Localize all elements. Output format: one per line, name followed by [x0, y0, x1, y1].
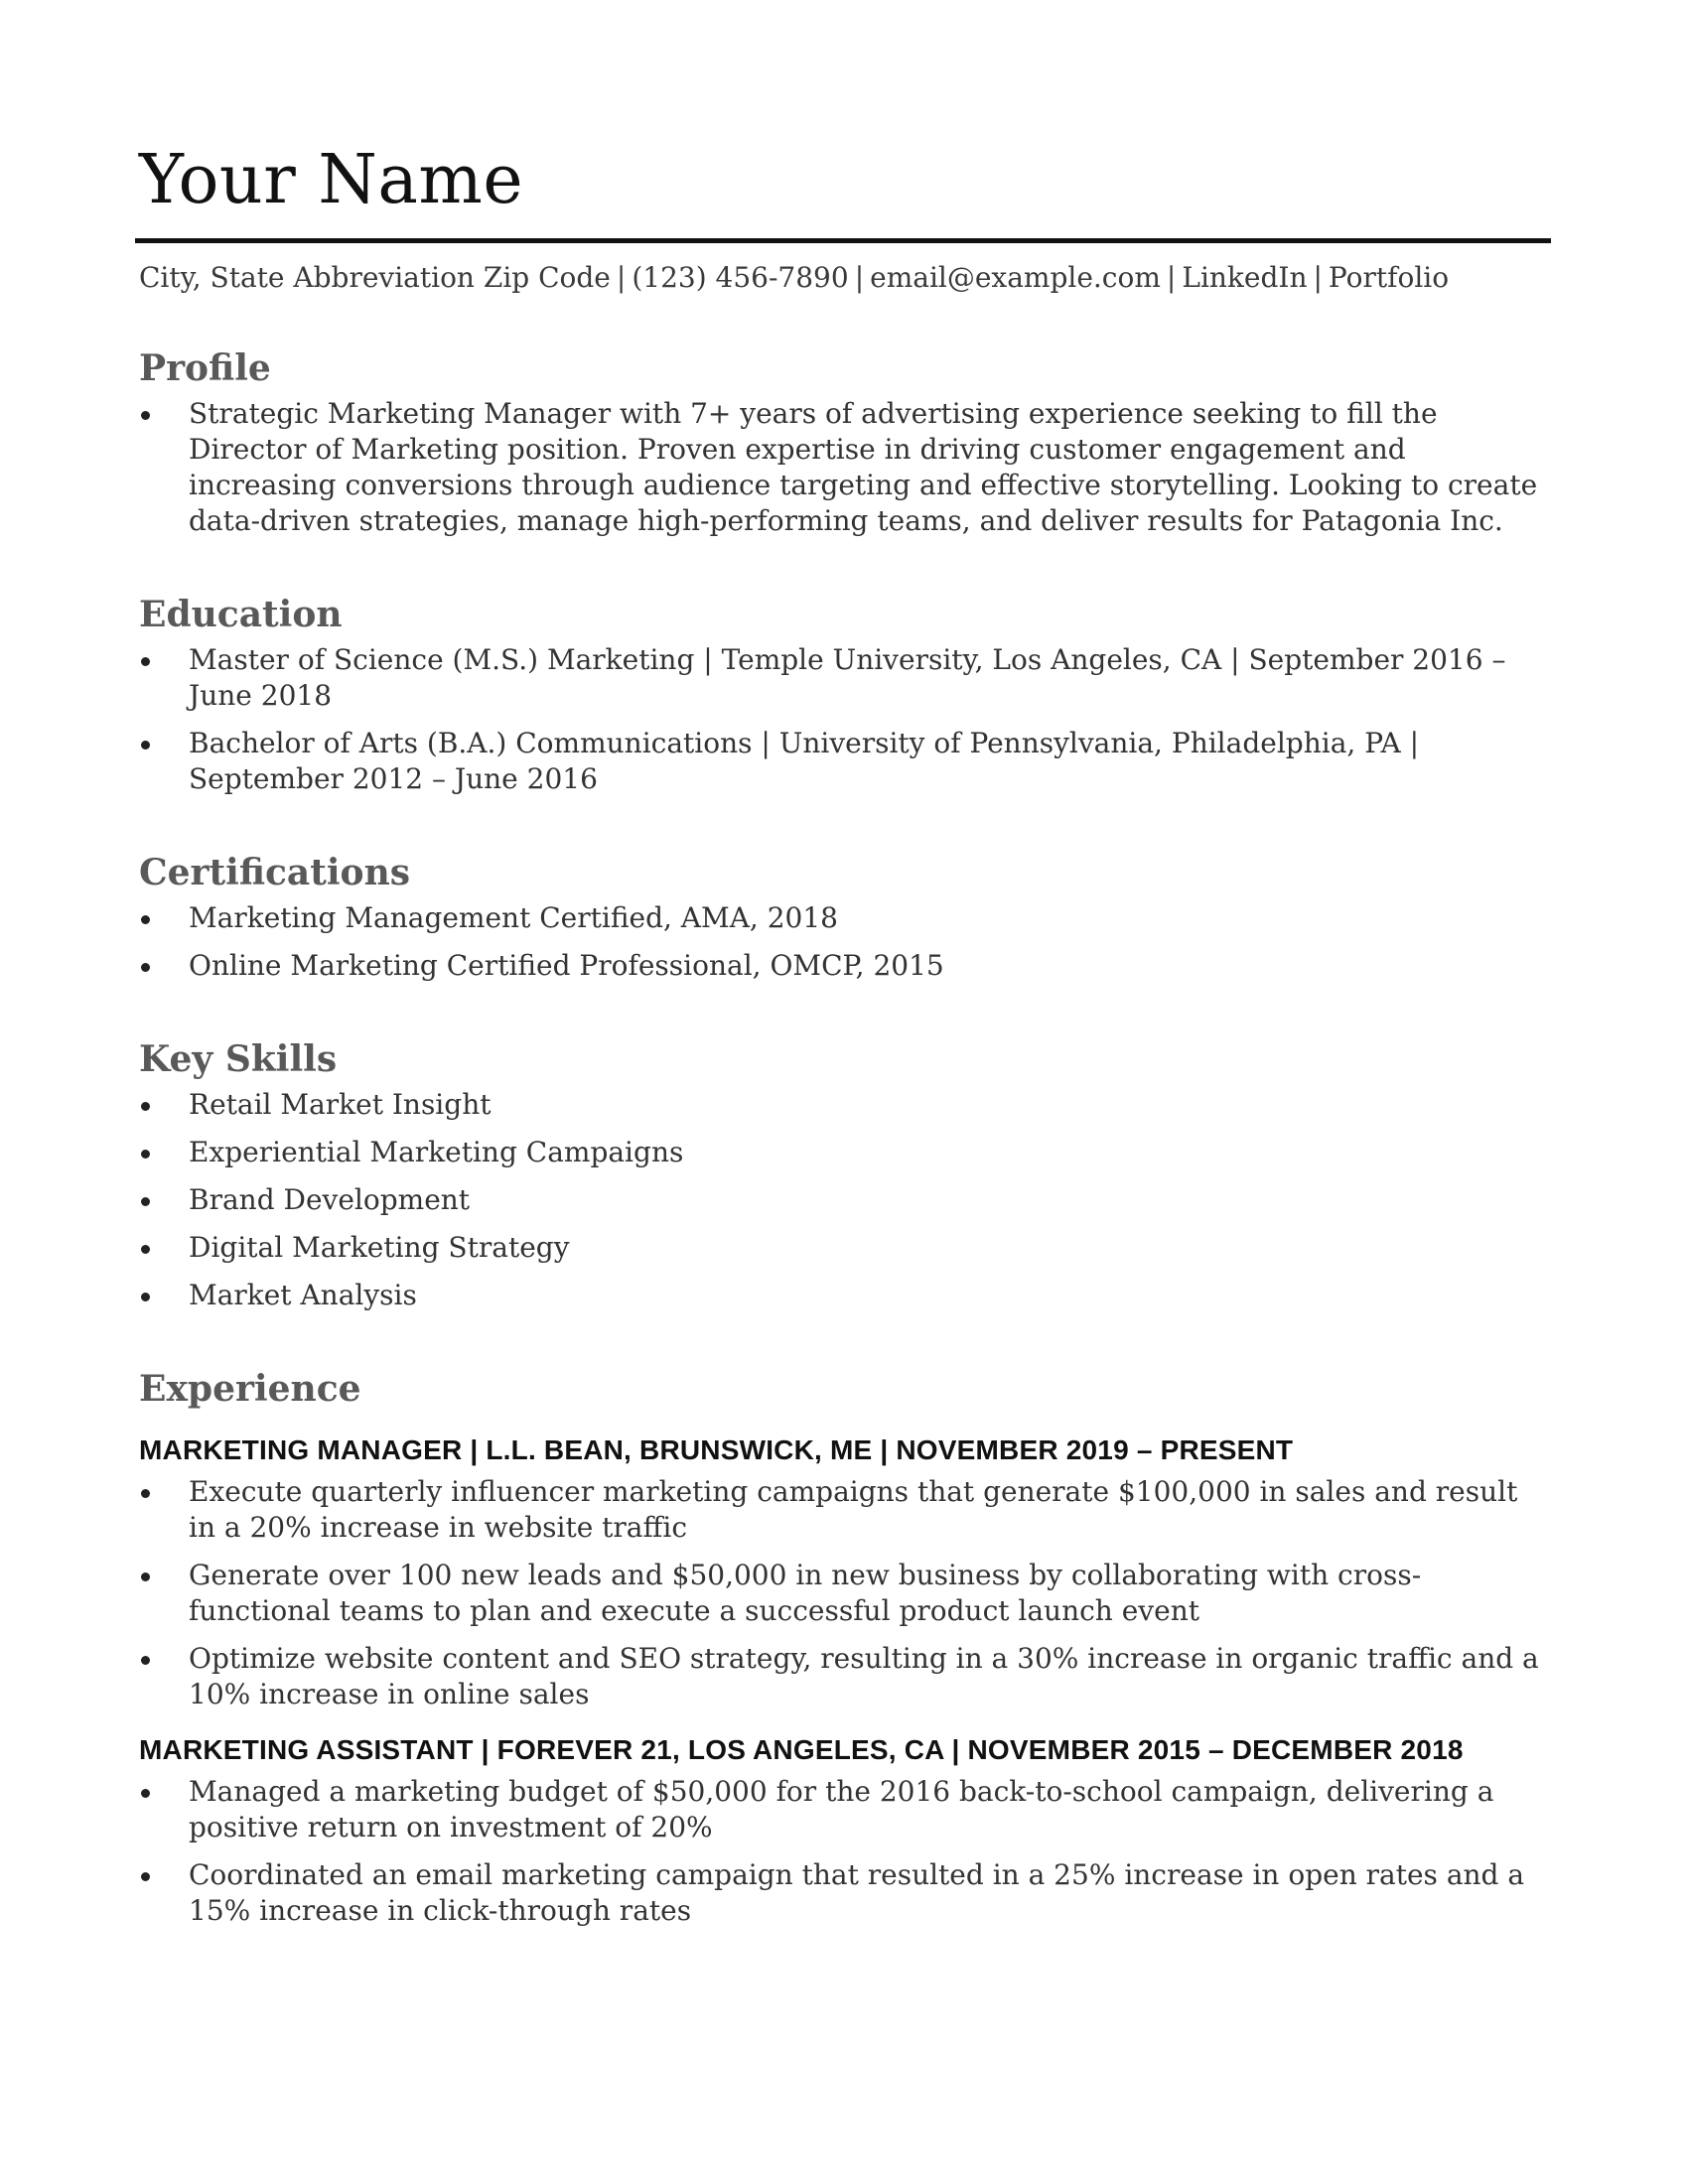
- contact-separator: |: [1166, 261, 1177, 294]
- list-item: [139, 1474, 1549, 1546]
- list-item: [139, 726, 1549, 797]
- certifications-list: [139, 900, 1549, 984]
- list-item-text: Bachelor of Arts (B.A.) Communications | University of Pennsylvania, Philadelphia, PA | September 2012 – June 2016: [189, 727, 1420, 795]
- skills-section: [139, 1039, 1549, 1313]
- contact-linkedin: LinkedIn: [1182, 261, 1308, 294]
- list-item-text: Marketing Management Certified, AMA, 2018: [189, 901, 838, 934]
- section-title-certifications: Certifications: [139, 852, 411, 893]
- bullet-icon: [141, 1102, 150, 1111]
- bullet-icon: [141, 915, 150, 924]
- job-bullets: [139, 1474, 1549, 1712]
- list-item-text: Managed a marketing budget of $50,000 for the 2016 back-to-school campaign, delivering a positive return on investment of 20%: [189, 1775, 1494, 1843]
- list-item: [139, 900, 1549, 936]
- profile-list: [139, 396, 1549, 539]
- contact-separator: |: [854, 261, 865, 294]
- header-divider: [135, 238, 1551, 243]
- job-heading: MARKETING MANAGER | L.L. BEAN, BRUNSWICK, ME | NOVEMBER 2019 – PRESENT: [139, 1434, 1294, 1465]
- experience-section: [139, 1369, 1549, 1929]
- job-heading: MARKETING ASSISTANT | FOREVER 21, LOS ANGELES, CA | NOVEMBER 2015 – DECEMBER 2018: [139, 1734, 1464, 1765]
- bullet-icon: [141, 1150, 150, 1159]
- section-title-skills: Key Skills: [139, 1038, 338, 1080]
- bullet-icon: [141, 1489, 150, 1498]
- bullet-icon: [141, 1789, 150, 1798]
- contact-separator: |: [616, 261, 627, 294]
- bullet-icon: [141, 1872, 150, 1881]
- profile-section: [139, 348, 1549, 539]
- list-item: [139, 1278, 1549, 1313]
- list-item: [139, 948, 1549, 984]
- list-item-text: Master of Science (M.S.) Marketing | Temple University, Los Angeles, CA | September 2016 – June 2018: [189, 643, 1506, 712]
- bullet-icon: [141, 1656, 150, 1665]
- contact-email: email@example.com: [870, 261, 1161, 294]
- bullet-icon: [141, 963, 150, 972]
- certifications-section: [139, 853, 1549, 984]
- skills-list: [139, 1087, 1549, 1313]
- resume-name: Your Name: [139, 141, 524, 219]
- section-title-education: Education: [139, 594, 343, 635]
- list-item-text: Retail Market Insight: [189, 1088, 492, 1121]
- list-item: [139, 1558, 1549, 1629]
- contact-portfolio: Portfolio: [1328, 261, 1450, 294]
- list-item: [139, 396, 1549, 539]
- bullet-icon: [141, 657, 150, 666]
- section-title-experience: Experience: [139, 1368, 361, 1410]
- list-item-text: Coordinated an email marketing campaign that resulted in a 25% increase in open rates and a 15% increase in click-through rates: [189, 1858, 1525, 1927]
- list-item: [139, 1230, 1549, 1266]
- list-item: [139, 1857, 1549, 1929]
- list-item: [139, 1087, 1549, 1123]
- bullet-icon: [141, 1572, 150, 1581]
- list-item-text: Brand Development: [189, 1183, 471, 1216]
- list-item: [139, 642, 1549, 714]
- job-bullets: [139, 1774, 1549, 1929]
- contact-location: City, State Abbreviation Zip Code: [139, 261, 611, 294]
- bullet-icon: [141, 741, 150, 750]
- list-item: [139, 1135, 1549, 1170]
- section-title-profile: Profile: [139, 347, 271, 389]
- list-item-text: Strategic Marketing Manager with 7+ years of advertising experience seeking to fill the Director of Marketing position. Proven expertise in driving customer engagement and increasing conversions through audience targeting and effective storytelling. Looking to create data-driven strategies, manage high-performing teams, and deliver results for Patagonia Inc.: [189, 397, 1538, 537]
- bullet-icon: [141, 1293, 150, 1301]
- bullet-icon: [141, 1245, 150, 1254]
- list-item-text: Generate over 100 new leads and $50,000 in new business by collaborating with cross-functional teams to plan and execute a successful product launch event: [189, 1559, 1422, 1627]
- list-item-text: Online Marketing Certified Professional, OMCP, 2015: [189, 949, 944, 982]
- bullet-icon: [141, 1197, 150, 1206]
- list-item-text: Market Analysis: [189, 1279, 417, 1311]
- bullet-icon: [141, 411, 150, 420]
- list-item: [139, 1774, 1549, 1845]
- education-list: [139, 642, 1549, 797]
- contact-phone: (123) 456-7890: [632, 261, 849, 294]
- list-item: [139, 1182, 1549, 1218]
- contact-separator: |: [1313, 261, 1323, 294]
- contact-line: [139, 259, 1549, 297]
- list-item: [139, 1641, 1549, 1712]
- list-item-text: Execute quarterly influencer marketing campaigns that generate $100,000 in sales and result in a 20% increase in website traffic: [189, 1475, 1518, 1544]
- list-item-text: Experiential Marketing Campaigns: [189, 1136, 684, 1168]
- list-item-text: Digital Marketing Strategy: [189, 1231, 570, 1264]
- education-section: [139, 595, 1549, 797]
- list-item-text: Optimize website content and SEO strategy, resulting in a 30% increase in organic traffic and a 10% increase in online sales: [189, 1642, 1539, 1710]
